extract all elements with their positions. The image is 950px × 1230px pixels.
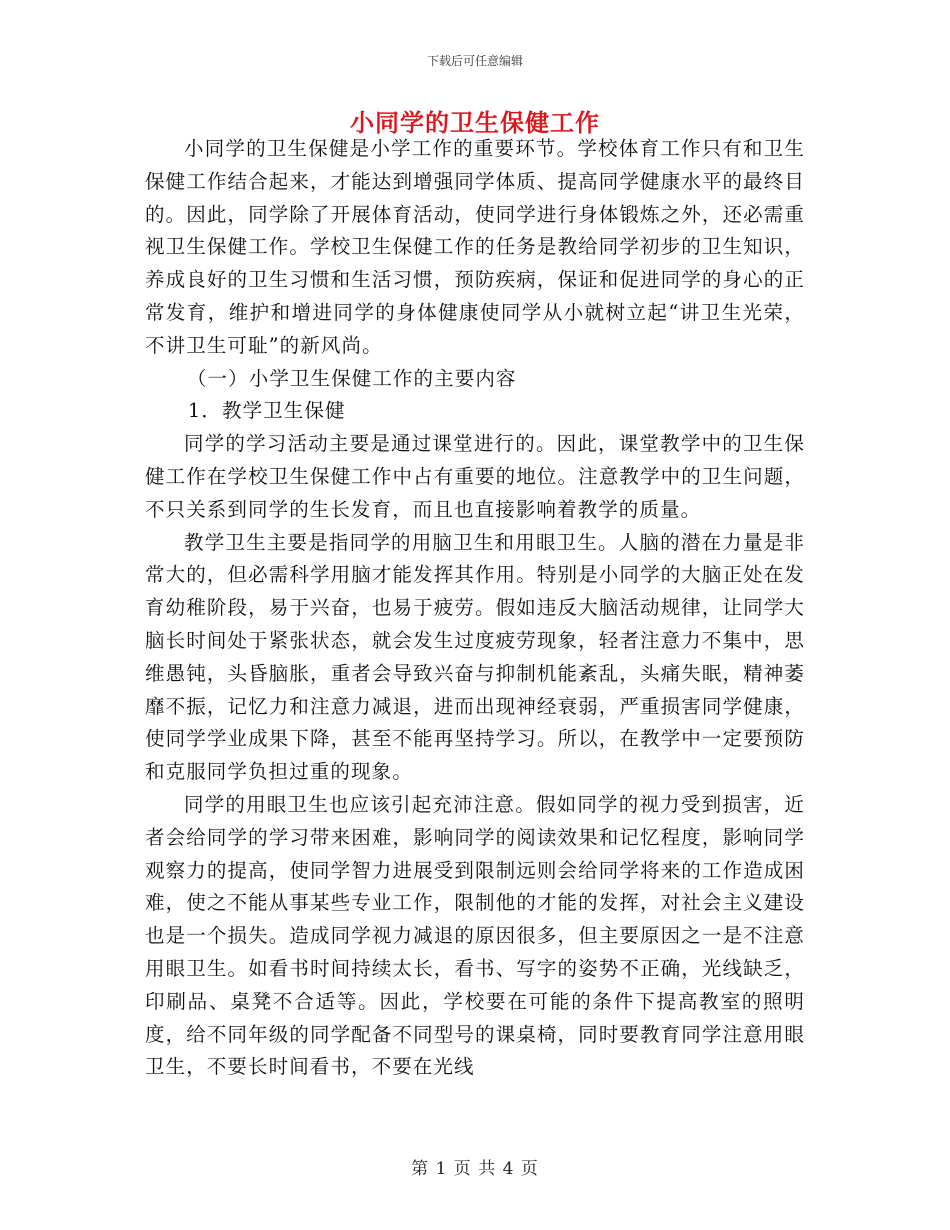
section-heading: （一）小学卫生保健工作的主要内容 <box>186 366 517 390</box>
subsection-heading: 1．教学卫生保健 <box>187 399 346 423</box>
document-body <box>145 133 805 1084</box>
paragraph-brain-hygiene: 教学卫生主要是指同学的用脑卫生和用眼卫生。人脑的潜在力量是非常大的，但必需科学用脑才能发挥其作用。特别是小同学的大脑正处在发育幼稚阶段，易于兴奋，也易于疲劳。假如违反大脑活动规律，让同学大脑长时间处于紧张状态，就会发生过度疲劳现象，轻者注意力不集中，思维愚钝，头昏脑胀，重者会导致兴奋与抑制机能紊乱，头痛失眠，精神萎靡不振，记忆力和注意力减退，进而出现神经衰弱，严重损害同学健康，使同学学业成果下降，甚至不能再坚持学习。所以，在教学中一定要预防和克服同学负担过重的现象。 <box>145 530 805 784</box>
paragraph-eye-hygiene: 同学的用眼卫生也应该引起充沛注意。假如同学的视力受到损害，近者会给同学的学习带来困难，影响同学的阅读效果和记忆程度，影响同学观察力的提高，使同学智力进展受到限制远则会给同学将来的工作造成困难，使之不能从事某些专业工作，限制他的才能的发挥，对社会主义建设也是一个损失。造成同学视力减退的原因很多，但主要原因之一是不注意用眼卫生。如看书时间持续太长，看书、写字的姿势不正确，光线缺乏，印刷品、桌凳不合适等。因此，学校要在可能的条件下提高教室的照明度，给不同年级的同学配备不同型号的课桌椅，同时要教育同学注意用眼卫生，不要长时间看书，不要在光线 <box>145 792 805 1079</box>
page-header-note: 下载后可任意编辑 <box>426 54 523 68</box>
paragraph-intro: 小同学的卫生保健是小学工作的重要环节。学校体育工作只有和卫生保健工作结合起来，才能达到增强同学体质、提高同学健康水平的最终目的。因此，同学除了开展体育活动，使同学进行身体锻炼之外，还必需重视卫生保健工作。学校卫生保健工作的任务是教给同学初步的卫生知识，养成良好的卫生习惯和生活习惯，预防疾病，保证和促进同学的身心的正常发育，维护和增进同学的身体健康使同学从小就树立起“讲卫生光荣，不讲卫生可耻”的新风尚。 <box>145 137 805 357</box>
page-number: 第 1 页 共 4 页 <box>411 1159 539 1179</box>
document-title: 小同学的卫生保健工作 <box>350 108 600 137</box>
paragraph-classroom: 同学的学习活动主要是通过课堂进行的。因此，课堂教学中的卫生保健工作在学校卫生保健工作中占有重要的地位。注意教学中的卫生问题，不只关系到同学的生长发育，而且也直接影响着教学的质量。 <box>145 432 805 521</box>
